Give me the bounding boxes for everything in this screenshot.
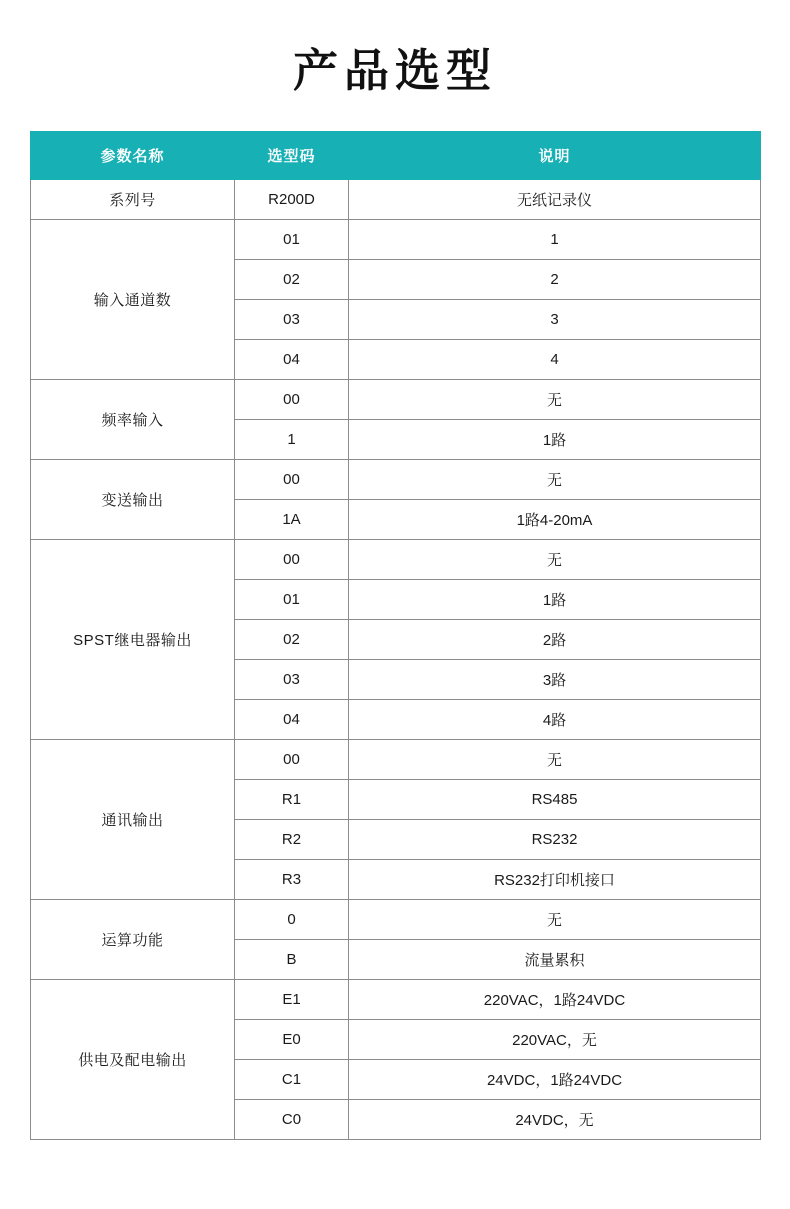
description-cell: 无 xyxy=(349,900,761,940)
description-cell: 流量累积 xyxy=(349,940,761,980)
param-name-cell: 变送输出 xyxy=(31,460,235,540)
code-cell: R2 xyxy=(235,820,349,860)
param-name-cell: SPST继电器输出 xyxy=(31,540,235,740)
code-cell: 00 xyxy=(235,540,349,580)
table-row xyxy=(31,740,761,780)
table-body xyxy=(31,180,761,1140)
code-cell: B xyxy=(235,940,349,980)
param-name-cell: 运算功能 xyxy=(31,900,235,980)
description-cell: 无 xyxy=(349,740,761,780)
code-cell: R3 xyxy=(235,860,349,900)
table-header xyxy=(31,132,761,180)
description-cell: 3 xyxy=(349,300,761,340)
description-cell: 1路4-20mA xyxy=(349,500,761,540)
param-name-cell: 通讯输出 xyxy=(31,740,235,900)
description-cell: 2路 xyxy=(349,620,761,660)
description-cell: 无纸记录仪 xyxy=(349,180,761,220)
code-cell: 00 xyxy=(235,460,349,500)
description-cell: 无 xyxy=(349,460,761,500)
description-cell: 24VDC，无 xyxy=(349,1100,761,1140)
param-name-cell: 输入通道数 xyxy=(31,220,235,380)
code-cell: E0 xyxy=(235,1020,349,1060)
table-row xyxy=(31,380,761,420)
table-row xyxy=(31,540,761,580)
description-cell: 2 xyxy=(349,260,761,300)
code-cell: 03 xyxy=(235,300,349,340)
code-cell: 1 xyxy=(235,420,349,460)
code-cell: 00 xyxy=(235,380,349,420)
param-name-cell: 供电及配电输出 xyxy=(31,980,235,1140)
table-row xyxy=(31,900,761,940)
table-row xyxy=(31,980,761,1020)
column-header-description: 说明 xyxy=(349,132,761,180)
table-header-row xyxy=(31,132,761,180)
product-selection-table xyxy=(30,131,761,1140)
page-title: 产品选型 xyxy=(292,45,497,96)
param-name-cell: 频率输入 xyxy=(31,380,235,460)
description-cell: 3路 xyxy=(349,660,761,700)
column-header-code: 选型码 xyxy=(235,132,349,180)
code-cell: C1 xyxy=(235,1060,349,1100)
description-cell: 220VAC，无 xyxy=(349,1020,761,1060)
description-cell: 24VDC，1路24VDC xyxy=(349,1060,761,1100)
param-name-cell: 系列号 xyxy=(31,180,235,220)
code-cell: 00 xyxy=(235,740,349,780)
code-cell: 01 xyxy=(235,580,349,620)
code-cell: E1 xyxy=(235,980,349,1020)
description-cell: RS232 xyxy=(349,820,761,860)
code-cell: 04 xyxy=(235,340,349,380)
table-row xyxy=(31,220,761,260)
code-cell: 0 xyxy=(235,900,349,940)
code-cell: 01 xyxy=(235,220,349,260)
description-cell: 无 xyxy=(349,380,761,420)
code-cell: 04 xyxy=(235,700,349,740)
code-cell: 1A xyxy=(235,500,349,540)
code-cell: R200D xyxy=(235,180,349,220)
description-cell: 1路 xyxy=(349,420,761,460)
description-cell: 220VAC，1路24VDC xyxy=(349,980,761,1020)
description-cell: 无 xyxy=(349,540,761,580)
code-cell: 02 xyxy=(235,260,349,300)
selection-table-container xyxy=(30,131,760,1140)
table-row xyxy=(31,460,761,500)
column-header-param-name: 参数名称 xyxy=(31,132,235,180)
table-row xyxy=(31,180,761,220)
description-cell: 1 xyxy=(349,220,761,260)
description-cell: 4 xyxy=(349,340,761,380)
code-cell: 02 xyxy=(235,620,349,660)
code-cell: R1 xyxy=(235,780,349,820)
description-cell: RS232打印机接口 xyxy=(349,860,761,900)
description-cell: 4路 xyxy=(349,700,761,740)
description-cell: RS485 xyxy=(349,780,761,820)
code-cell: C0 xyxy=(235,1100,349,1140)
description-cell: 1路 xyxy=(349,580,761,620)
code-cell: 03 xyxy=(235,660,349,700)
